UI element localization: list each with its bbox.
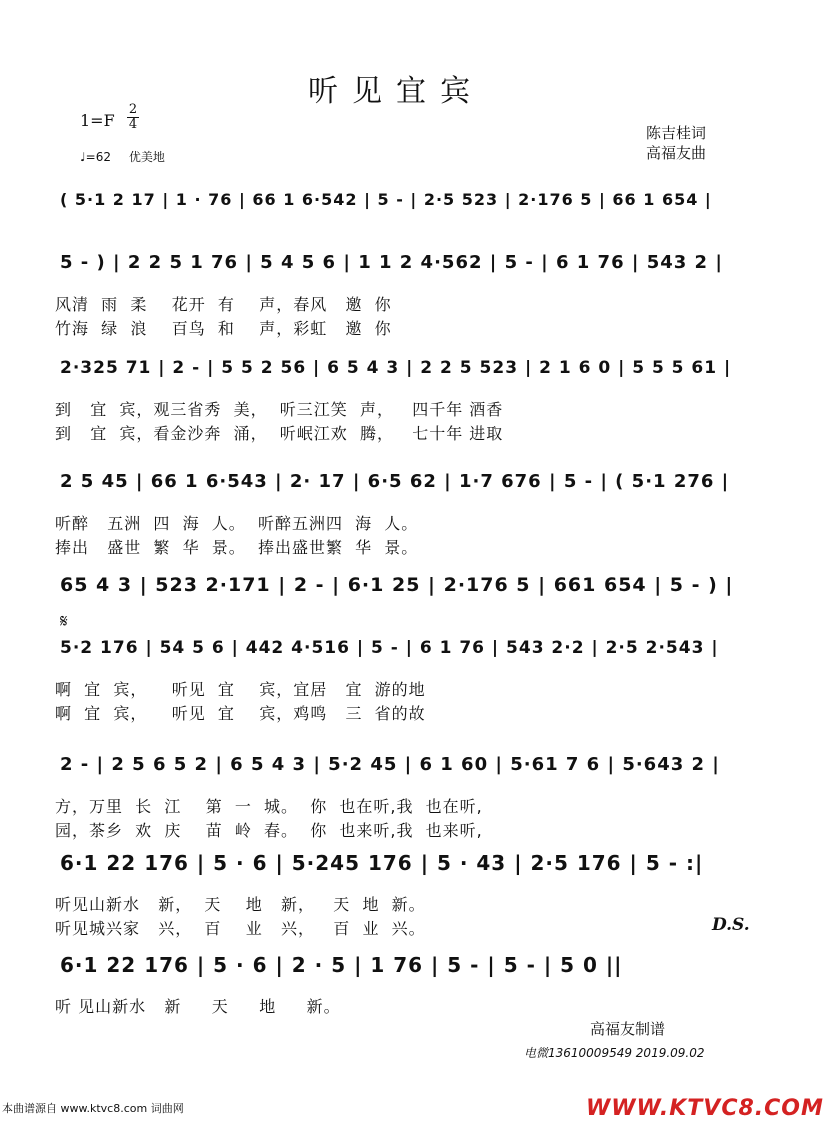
- time-signature-top: 2: [128, 102, 138, 117]
- notation-line: 2·325 71 | 2 - | 5 5 2 56 | 6 5 4 3 | 2 2 5 523 | 2 1 6 0 | 5 5 5 61 |: [60, 358, 732, 378]
- notation-line: 5 - ) | 2 2 5 1 76 | 5 4 5 6 | 1 1 2 4·562 | 5 - | 6 1 76 | 543 2 |: [60, 252, 723, 273]
- source-note: 本曲谱源自 www.ktvc8.com 词曲网: [2, 1102, 184, 1115]
- composer: 高福友曲: [646, 144, 707, 162]
- song-title: 听见宜宾: [308, 74, 484, 109]
- notation-line: 2 5 45 | 66 1 6·543 | 2· 17 | 6·5 62 | 1·7 676 | 5 - | ( 5·1 276 |: [60, 471, 730, 492]
- score-row: [60, 185, 740, 215]
- time-signature: [126, 103, 140, 132]
- score-row: [60, 633, 740, 663]
- lyric-line: 竹海 绿 浪 百鸟 和 声，彩虹 邀 你: [55, 319, 392, 338]
- score-row: [60, 248, 740, 278]
- lyric-line: 到 宜 宾，看金沙奔 涌， 听岷江欢 腾， 七十年 进取: [55, 424, 504, 443]
- score-row: [60, 950, 740, 980]
- notation-line: 6·1 22 176 | 5 · 6 | 2 · 5 | 1 76 | 5 - | 5 - | 5 0 ||: [60, 953, 623, 977]
- notation-line: 5·2 176 | 54 5 6 | 442 4·516 | 5 - | 6 1 76 | 543 2·2 | 2·5 2·543 |: [60, 638, 719, 658]
- score-row: [60, 750, 740, 780]
- lyricist: 陈吉桂词: [646, 124, 707, 142]
- lyric-line: 啊 宜 宾， 听见 宜 宾，鸡鸣 三 省的故: [55, 704, 426, 723]
- site-logo: WWW.KTVC8.COM: [586, 1096, 824, 1121]
- ds-mark: D.S.: [712, 915, 750, 935]
- lyric-line: 到 宜 宾，观三省秀 美， 听三江笑 声， 四千年 酒香: [55, 400, 504, 419]
- notation-line: ( 5·1 2 17 | 1 · 76 | 66 1 6·542 | 5 - | 2·5 523 | 2·176 5 | 66 1 654 |: [60, 190, 712, 209]
- score-row: [60, 353, 740, 383]
- notation-line: 6·1 22 176 | 5 · 6 | 5·245 176 | 5 · 43 | 2·5 176 | 5 - :|: [60, 851, 704, 875]
- score-row: [60, 570, 740, 600]
- contact-date: 电微13610009549 2019.09.02: [524, 1046, 705, 1060]
- tempo-mark: ♩=62: [80, 150, 111, 164]
- credits: [646, 123, 706, 163]
- lyric-line: 园，茶乡 欢 庆 苗 岭 春。 你 也来听,我 也来听,: [55, 821, 483, 840]
- lyric-line: 听见山新水 新， 天 地 新， 天 地 新。: [55, 895, 426, 914]
- score-row: [60, 848, 740, 878]
- key-signature: 1=F: [80, 111, 115, 130]
- score-maker: 高福友制谱: [590, 1020, 666, 1038]
- lyric-line: 听 见山新水 新 天 地 新。: [55, 997, 341, 1016]
- lyric-line: 听醉 五洲 四 海 人。 听醉五洲四 海 人。: [55, 514, 419, 533]
- notation-line: 2 - | 2 5 6 5 2 | 6 5 4 3 | 5·2 45 | 6 1 60 | 5·61 7 6 | 5·643 2 |: [60, 754, 720, 775]
- tempo-line: [80, 148, 179, 165]
- segno-sign: 𝄋: [60, 611, 68, 632]
- lyric-line: 方，万里 长 江 第 一 城。 你 也在听,我 也在听,: [55, 797, 483, 816]
- expression-mark: 优美地: [128, 150, 165, 164]
- score-row: [60, 467, 740, 497]
- time-signature-bottom: 4: [128, 117, 138, 132]
- notation-line: 65 4 3 | 523 2·171 | 2 - | 6·1 25 | 2·176 5 | 661 654 | 5 - ) |: [60, 574, 734, 596]
- lyric-line: 听见城兴家 兴， 百 业 兴， 百 业 兴。: [55, 919, 426, 938]
- lyric-line: 捧出 盛世 繁 华 景。 捧出盛世繁 华 景。: [55, 538, 419, 557]
- lyric-line: 风清 雨 柔 花开 有 声，春风 邀 你: [55, 295, 392, 314]
- lyric-line: 啊 宜 宾， 听见 宜 宾，宜居 宜 游的地: [55, 680, 426, 699]
